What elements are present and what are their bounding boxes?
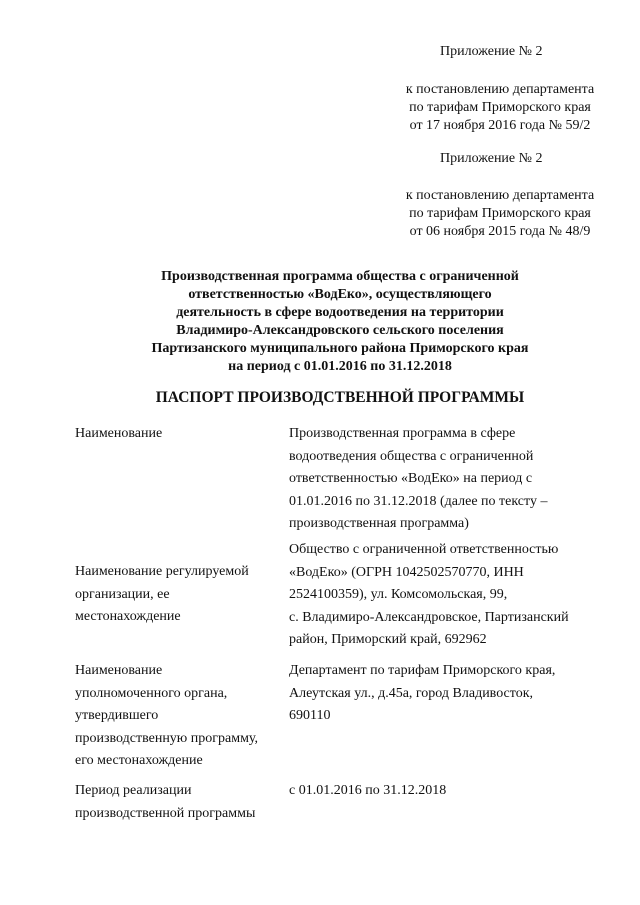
row-label-line: Наименование xyxy=(75,426,163,441)
program-title xyxy=(80,268,600,376)
row-value-organization xyxy=(289,539,609,652)
appendix-reference-line: к постановлению департамента xyxy=(405,82,595,97)
appendix-reference-2 xyxy=(380,187,620,241)
row-value-line: Производственная программа в сфере xyxy=(289,426,516,441)
row-label-line: производственной программы xyxy=(75,805,256,821)
appendix-heading-1 xyxy=(440,43,543,61)
row-label-line: его местонахождение xyxy=(75,753,203,768)
program-title-line: Партизанского муниципального района Приморского края xyxy=(151,341,529,356)
row-label-name xyxy=(75,423,285,446)
row-label-line: Наименование регулируемой xyxy=(75,564,249,579)
row-value-line: 01.01.2016 по 31.12.2018 (далее по тексту – xyxy=(289,493,548,509)
appendix-reference-line: по тарифам Приморского края xyxy=(409,206,591,221)
row-label-organization xyxy=(75,561,285,629)
row-value-line: производственная программа) xyxy=(289,516,469,531)
row-label-period xyxy=(75,780,285,825)
row-label-line: Период реализации xyxy=(75,783,192,798)
appendix-reference-line: по тарифам Приморского края xyxy=(409,100,591,115)
appendix-heading-text: Приложение № 2 xyxy=(440,151,543,166)
appendix-reference-line: к постановлению департамента xyxy=(405,188,595,203)
row-value-period xyxy=(289,780,609,803)
row-label-line: производственную программу, xyxy=(75,730,259,746)
row-value-line: район, Приморский край, 692962 xyxy=(289,632,487,647)
row-value-line: ответственностью «ВодЕко» на период с xyxy=(289,471,533,486)
row-value-line: 2524100359), ул. Комсомольская, 99, xyxy=(289,587,508,602)
row-value-line: Общество с ограниченной ответственностью xyxy=(289,542,559,557)
row-label-line: Наименование xyxy=(75,663,163,678)
appendix-reference-line: от 17 ноября 2016 года № 59/2 xyxy=(409,118,591,133)
row-label-line: утвердившего xyxy=(75,708,159,723)
row-value-authority xyxy=(289,660,609,728)
row-value-line: с 01.01.2016 по 31.12.2018 xyxy=(289,783,447,798)
row-value-line: 690110 xyxy=(289,708,331,723)
appendix-heading-text: Приложение № 2 xyxy=(440,44,543,59)
row-value-line: водоотведения общества с ограниченной xyxy=(289,448,534,464)
row-value-line: «ВодЕко» (ОГРН 1042502570770, ИНН xyxy=(289,564,524,580)
program-title-line: ответственностью «ВодЕко», осуществляющего xyxy=(188,287,492,302)
row-label-authority xyxy=(75,660,285,773)
row-label-line: местонахождение xyxy=(75,609,181,624)
program-title-line: Производственная программа общества с ограниченной xyxy=(161,269,519,284)
row-value-line: Департамент по тарифам Приморского края, xyxy=(289,663,556,678)
appendix-reference-line: от 06 ноября 2015 года № 48/9 xyxy=(409,224,591,239)
row-value-name xyxy=(289,423,609,536)
program-title-line: Владимиро-Александровского сельского поселения xyxy=(176,323,504,338)
program-title-line: деятельность в сфере водоотведения на территории xyxy=(176,305,504,320)
row-label-line: уполномоченного органа, xyxy=(75,685,228,701)
appendix-heading-2 xyxy=(440,150,543,168)
row-value-line: Алеутская ул., д.45а, город Владивосток, xyxy=(289,685,533,701)
passport-title: ПАСПОРТ ПРОИЗВОДСТВЕННОЙ ПРОГРАММЫ xyxy=(155,389,525,406)
program-title-line: на период с 01.01.2016 по 31.12.2018 xyxy=(228,359,452,374)
row-label-line: организации, ее xyxy=(75,586,170,602)
row-value-line: с. Владимиро-Александровское, Партизанский xyxy=(289,609,569,625)
appendix-reference-1 xyxy=(380,81,620,135)
